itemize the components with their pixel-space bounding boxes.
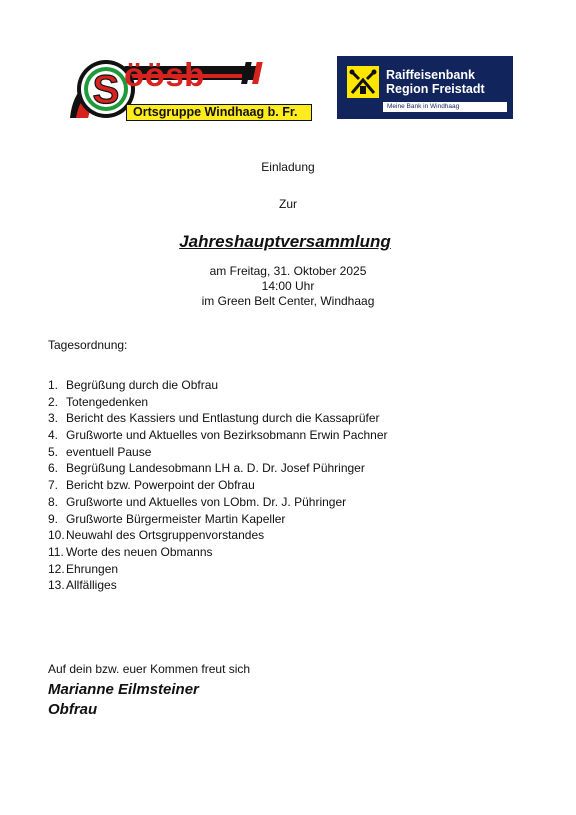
- event-time: 14:00 Uhr: [261, 279, 315, 293]
- raiffeisen-logo: [337, 56, 513, 119]
- agenda-list: [48, 377, 388, 594]
- invitation-line2: Zur: [279, 197, 297, 211]
- agenda-item: [48, 494, 388, 511]
- agenda-item-number: 5.: [48, 444, 59, 459]
- agenda-item: [48, 394, 388, 411]
- agenda-item-number: 7.: [48, 478, 59, 493]
- signatory-name: Marianne Eilmsteiner: [48, 681, 199, 698]
- agenda-item: [48, 477, 388, 494]
- agenda-item-text: eventuell Pause: [66, 444, 152, 459]
- oeosb-monogram: S: [92, 68, 120, 112]
- agenda-item: [48, 377, 388, 394]
- signatory-role: Obfrau: [48, 701, 98, 718]
- raiffeisen-tagline: Meine Bank in Windhaag: [383, 102, 507, 112]
- agenda-item-number: 12.: [48, 561, 65, 576]
- agenda-item-number: 6.: [48, 461, 59, 476]
- agenda-item-text: Bericht bzw. Powerpoint der Obfrau: [66, 478, 255, 493]
- agenda-item-text: Ehrungen: [66, 561, 119, 576]
- agenda-item-number: 11.: [48, 544, 64, 559]
- agenda-item-text: Begrüßung durch die Obfrau: [66, 378, 219, 392]
- agenda-item-text: Grußworte und Aktuelles von Bezirksobmann Erwin Pachner: [66, 428, 388, 443]
- agenda-item-number: 9.: [48, 511, 59, 526]
- agenda-item: [48, 561, 388, 578]
- agenda-item: [48, 427, 388, 444]
- agenda-item-number: 2.: [48, 394, 59, 409]
- agenda-item: [48, 444, 388, 461]
- raiffeisen-name: [386, 68, 485, 96]
- agenda-item-number: 3.: [48, 411, 59, 426]
- agenda-item-text: Totengedenken: [66, 394, 149, 409]
- agenda-item-number: 13.: [48, 578, 65, 593]
- agenda-label: Tagesordnung:: [48, 338, 128, 352]
- agenda-item-text: Grußworte Bürgermeister Martin Kapeller: [66, 511, 286, 526]
- agenda-item-text: Bericht des Kassiers und Entlastung durch die Kassaprüfer: [66, 411, 380, 426]
- agenda-item: [48, 527, 388, 544]
- agenda-item: [48, 544, 388, 561]
- event-location: im Green Belt Center, Windhaag: [201, 294, 375, 308]
- oeosb-logo: [66, 56, 312, 122]
- raiffeisen-gable-icon: [347, 66, 379, 98]
- agenda-item: [48, 460, 388, 477]
- agenda-item: [48, 577, 388, 594]
- agenda-item-number: 10.: [48, 528, 65, 543]
- invitation-line1: Einladung: [261, 160, 315, 174]
- event-date: am Freitag, 31. Oktober 2025: [209, 264, 367, 278]
- agenda-item-text: Worte des neuen Obmanns: [66, 544, 213, 559]
- raiffeisen-name-line2: Region Freistadt: [386, 82, 485, 96]
- agenda-item-text: Grußworte und Aktuelles von LObm. Dr. J. Pühringer: [66, 494, 347, 509]
- agenda-item-number: 4.: [48, 428, 59, 443]
- event-title: Jahreshauptversammlung: [179, 232, 391, 251]
- closing-intro: Auf dein bzw. euer Kommen freut sich: [48, 662, 251, 676]
- raiffeisen-name-line1: Raiffeisenbank: [386, 68, 475, 82]
- agenda-item-text: Begrüßung Landesobmann LH a. D. Dr. Josef Pühringer: [66, 461, 365, 476]
- oeosb-wordmark: öösb: [124, 56, 205, 93]
- agenda-item-number: 1.: [48, 378, 59, 392]
- agenda-item-text: Neuwahl des Ortsgruppenvorstandes: [66, 528, 265, 543]
- agenda-item: [48, 511, 388, 528]
- agenda-item: [48, 410, 388, 427]
- oeosb-subtitle: Ortsgruppe Windhaag b. Fr.: [126, 104, 312, 121]
- agenda-item-text: Allfälliges: [66, 578, 117, 593]
- agenda-item-number: 8.: [48, 494, 59, 509]
